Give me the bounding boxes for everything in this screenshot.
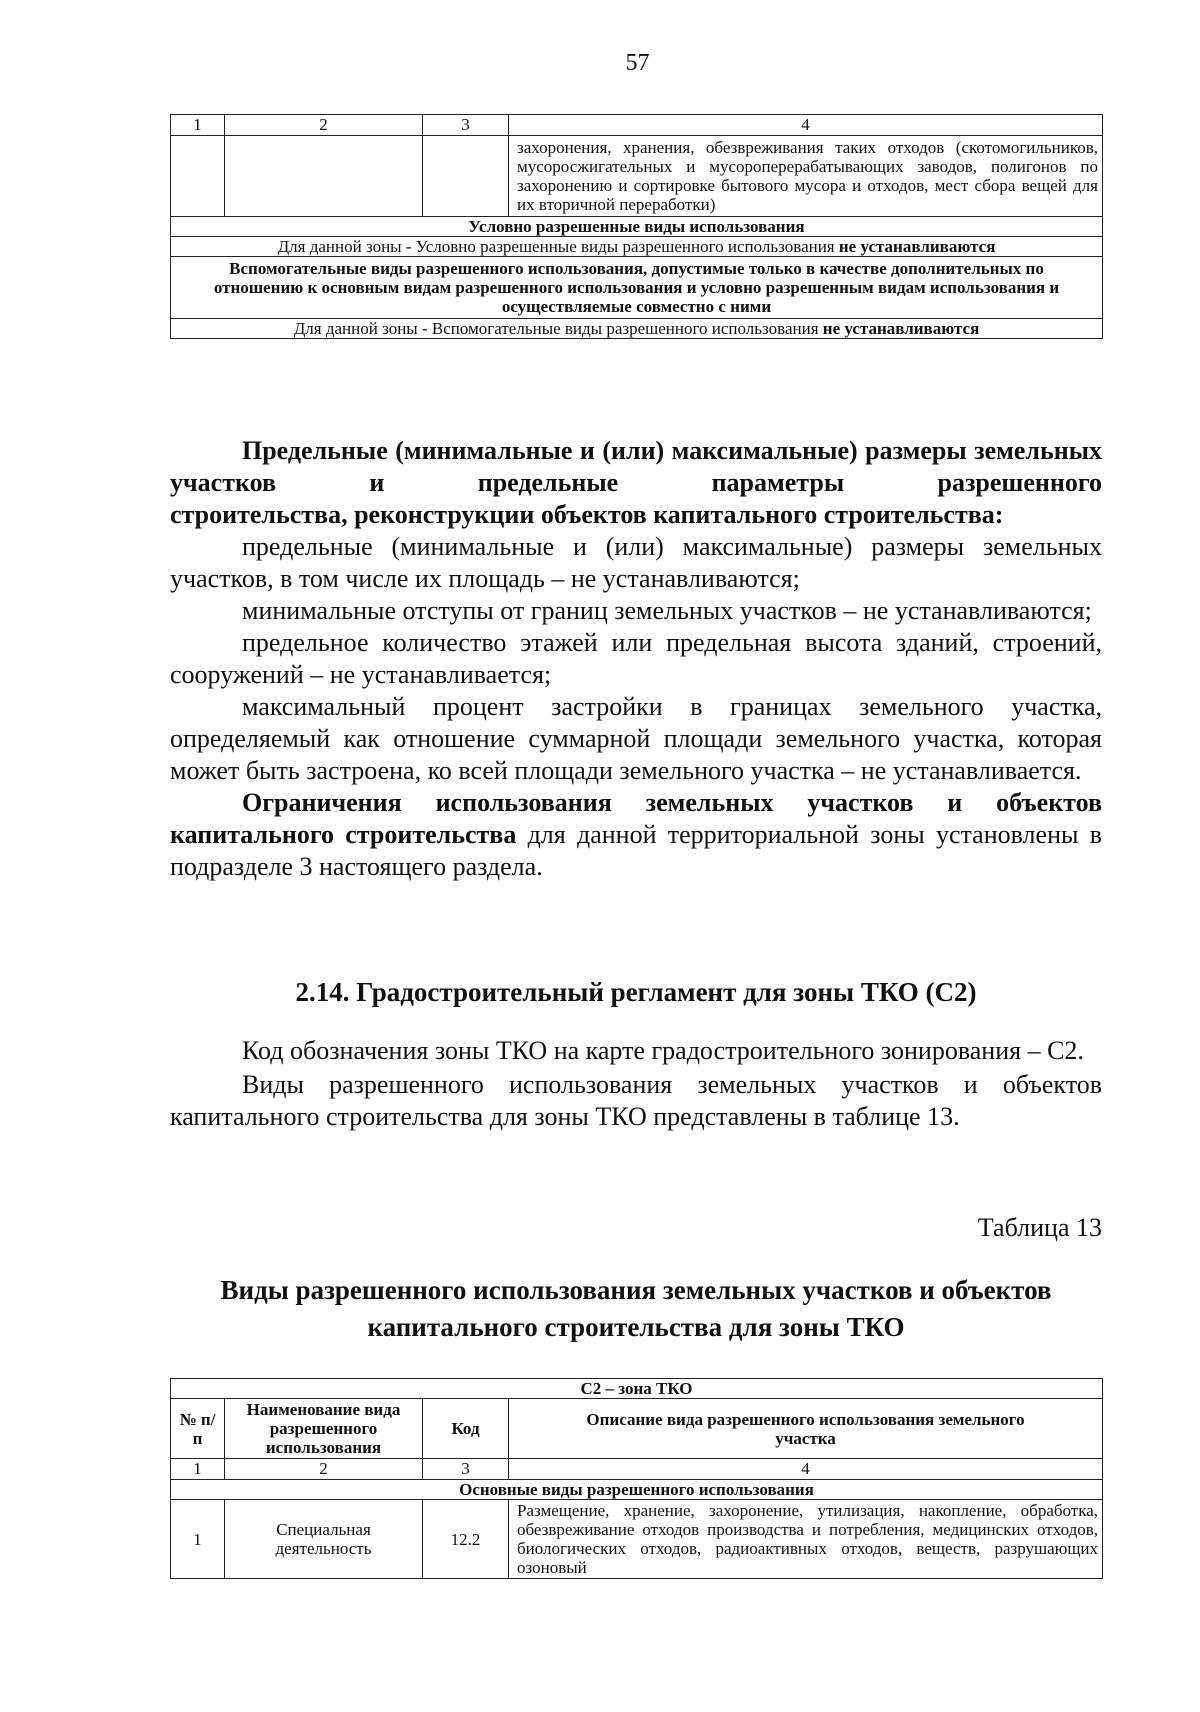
table-row <box>171 1379 1103 1399</box>
limits-paragraph: предельные (минимальные и (или) максимальные) размеры земельных участков, в том числе их площадь – не устанавливаются; <box>170 532 1102 593</box>
limits-paragraph: максимальный процент застройки в границах земельного участка, определяемый как отношение суммарной площади земельного участка, которая может быть застроена, ко всей площади земельного участка – не устанавливается. <box>170 692 1102 785</box>
row-description: Размещение, хранение, захоронение, утилизация, накопление, обработка, обезвреживание отходов производства и потребления, медицинских отходов, биологических отходов, радиоактивных отходов, веществ, разрушающих озоновый <box>509 1500 1103 1579</box>
conditional-uses-header: Условно разрешенные виды использования <box>171 217 1103 237</box>
conditional-uses-note <box>171 237 1103 257</box>
table-row <box>171 1480 1103 1500</box>
col-number-4: 4 <box>509 115 1103 136</box>
limits-paragraph: предельное количество этажей или предельная высота зданий, строений, сооружений – не устанавливается; <box>170 628 1102 689</box>
col-number-4: 4 <box>509 1459 1103 1480</box>
table-title-line1: Виды разрешенного использования земельных участков и объектов <box>220 1275 1052 1305</box>
row-name: Специальная деятельность <box>225 1500 423 1579</box>
restrictions-bold: Ограничения использования земельных участков и объектов капитального строительства <box>170 788 1102 849</box>
auxiliary-note-text: Для данной зоны - Вспомогательные виды разрешенного использования <box>293 319 823 338</box>
restrictions-text: для данной территориальной зоны установлены в подразделе 3 настоящего раздела. <box>170 820 1102 881</box>
restrictions-paragraph <box>170 787 1102 883</box>
main-uses-header: Основные виды разрешенного использования <box>171 1480 1103 1500</box>
table-row <box>171 217 1103 237</box>
header-code: Код <box>423 1399 509 1459</box>
table-title <box>170 1272 1102 1346</box>
col-number-3: 3 <box>423 115 509 136</box>
limits-heading-line1: Предельные (минимальные и (или) максимальные) размеры земельных участков и предельные параметры разрешенного <box>170 436 1102 497</box>
col-number-3: 3 <box>423 1459 509 1480</box>
page-number: 57 <box>625 50 650 76</box>
section-paragraphs <box>170 1035 1102 1133</box>
conditional-note-bold: не устанавливаются <box>838 237 996 256</box>
limits-paragraph: минимальные отступы от границ земельных участков – не устанавливаются; <box>242 596 1092 625</box>
row-code: 12.2 <box>423 1500 509 1579</box>
table-row <box>171 136 1103 217</box>
header-no: № п/п <box>171 1399 225 1459</box>
auxiliary-note-bold: не устанавливаются <box>822 319 980 338</box>
row-number: 1 <box>171 1500 225 1579</box>
table-row <box>171 1500 1103 1579</box>
continued-description: захоронения, хранения, обезвреживания таких отходов (скотомогильников, мусоросжигательных и мусороперерабатывающих заводов, полигонов по захоронению и сортировке бытового мусора и отходов, мест сбора вещей для их вторичной переработки) <box>509 136 1103 217</box>
auxiliary-uses-header: Вспомогательные виды разрешенного использования, допустимые только в качестве дополнительных по отношению к основным видам разрешенного использования и условно разрешенным видам использования и осуществляемые совместно с ними <box>171 257 1103 319</box>
auxiliary-uses-note <box>171 319 1103 339</box>
limits-heading <box>170 435 1102 531</box>
table-13 <box>170 1378 1103 1579</box>
empty-cell <box>225 136 423 217</box>
col-number-1: 1 <box>171 1459 225 1480</box>
table-row <box>171 319 1103 339</box>
empty-cell <box>171 136 225 217</box>
column-number-row <box>171 115 1103 136</box>
column-number-row <box>171 1459 1103 1480</box>
section-paragraph: Код обозначения зоны ТКО на карте градостроительного зонирования – С2. <box>242 1036 1084 1065</box>
conditional-note-text: Для данной зоны - Условно разрешенные виды разрешенного использования <box>277 237 839 256</box>
zone-header: С2 – зона ТКО <box>171 1379 1103 1399</box>
section-title: 2.14. Градостроительный регламент для зоны ТКО (С2) <box>295 977 977 1007</box>
header-description: Описание вида разрешенного использования земельного участка <box>509 1399 1103 1459</box>
empty-cell <box>423 136 509 217</box>
table-header-row <box>171 1399 1103 1459</box>
section-paragraph: Виды разрешенного использования земельных участков и объектов капитального строительства для зоны ТКО представлены в таблице 13. <box>170 1070 1102 1131</box>
header-name: Наименование вида разрешенного использования <box>225 1399 423 1459</box>
limits-paragraphs <box>170 531 1102 883</box>
table-row <box>171 237 1103 257</box>
table-row <box>171 257 1103 319</box>
table-caption: Таблица 13 <box>977 1213 1102 1242</box>
col-number-2: 2 <box>225 1459 423 1480</box>
continued-table <box>170 114 1103 339</box>
col-number-2: 2 <box>225 115 423 136</box>
limits-heading-line2: строительства, реконструкции объектов капитального строительства: <box>170 500 1004 529</box>
col-number-1: 1 <box>171 115 225 136</box>
table-title-line2: капитального строительства для зоны ТКО <box>367 1312 905 1342</box>
